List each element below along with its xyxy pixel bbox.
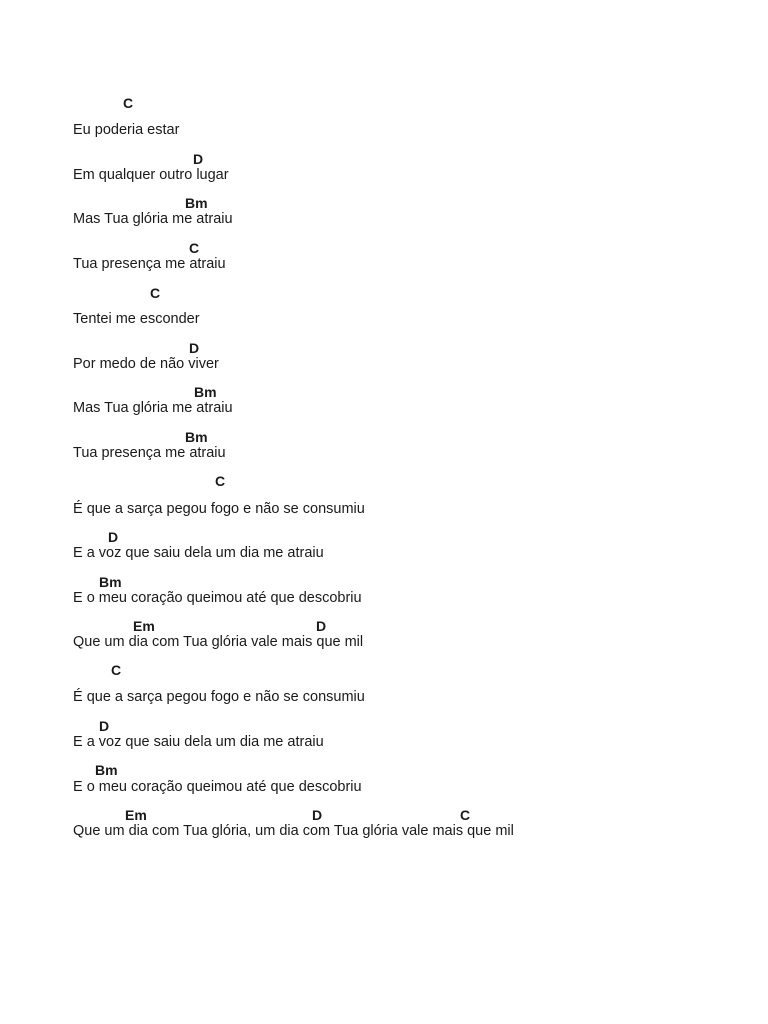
chord: C (150, 285, 161, 301)
chord: Bm (194, 384, 217, 400)
chord: D (99, 718, 110, 734)
lyric-line: Que um dia com Tua glória, um dia com Tua glória vale mais que mil (73, 823, 514, 839)
chord: D (312, 807, 323, 823)
chord: C (123, 95, 134, 111)
lyric-line: Que um dia com Tua glória vale mais que mil (73, 634, 364, 650)
lyric-line: Tentei me esconder (73, 311, 200, 327)
chord: Bm (185, 429, 208, 445)
chord: C (111, 662, 122, 678)
chord: Bm (95, 762, 118, 778)
lyric-line: E a voz que saiu dela um dia me atraiu (73, 545, 324, 561)
lyric-line: É que a sarça pegou fogo e não se consumiu (73, 689, 365, 705)
chord: D (108, 529, 119, 545)
lyric-line: Mas Tua glória me atraiu (73, 400, 233, 416)
chord: Em (125, 807, 147, 823)
chord: Bm (185, 195, 208, 211)
chord: D (193, 151, 204, 167)
lyric-line: Por medo de não viver (73, 356, 219, 372)
lyric-line: E a voz que saiu dela um dia me atraiu (73, 734, 324, 750)
chord: C (215, 473, 226, 489)
lyric-line: Mas Tua glória me atraiu (73, 211, 233, 227)
lyric-line: E o meu coração queimou até que descobriu (73, 590, 362, 606)
chord: Bm (99, 574, 122, 590)
lyric-line: Em qualquer outro lugar (73, 167, 229, 183)
lyric-line: E o meu coração queimou até que descobriu (73, 779, 362, 795)
lyric-line: É que a sarça pegou fogo e não se consumiu (73, 501, 365, 517)
chord: D (189, 340, 200, 356)
lyric-line: Tua presença me atraiu (73, 256, 226, 272)
chord: C (189, 240, 200, 256)
chord: Em (133, 618, 155, 634)
lyric-line: Tua presença me atraiu (73, 445, 226, 461)
chord: D (316, 618, 327, 634)
lyric-line: Eu poderia estar (73, 122, 180, 138)
chord: C (460, 807, 471, 823)
